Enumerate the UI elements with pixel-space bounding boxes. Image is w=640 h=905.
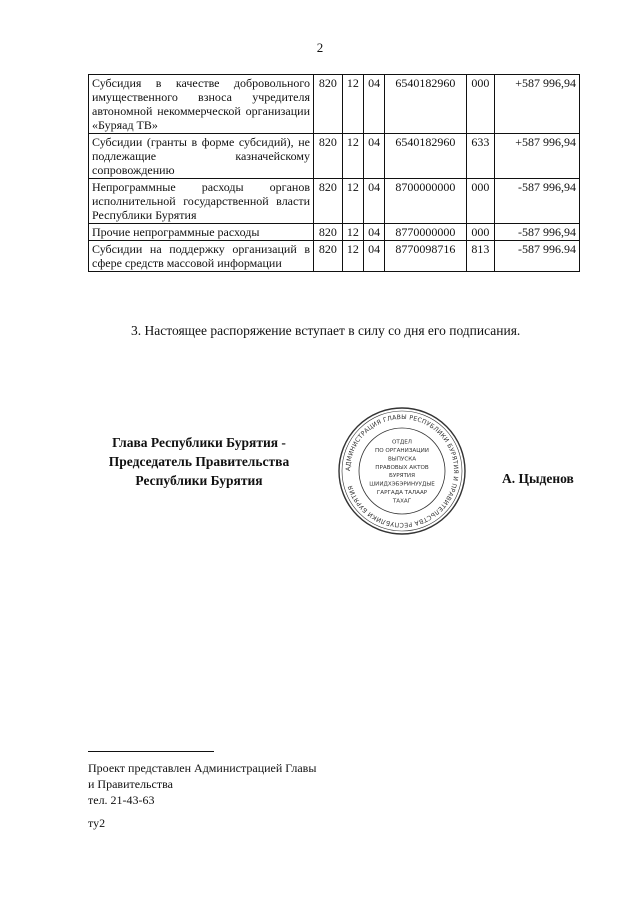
table-row [89, 179, 580, 224]
section-code-cell: 12 [342, 179, 363, 224]
official-seal [336, 405, 468, 537]
amount-cell: +587 996,94 [495, 134, 580, 179]
table-row [89, 134, 580, 179]
seal-center-line: ГАРГАДА ТАЛААР [376, 490, 428, 496]
row-name-cell: Прочие непрограммные расходы [89, 224, 314, 241]
expense-type-cell: 813 [466, 241, 495, 272]
row-name-cell: Субсидии на поддержку организаций в сфере средств массовой информации [89, 241, 314, 272]
amount-cell: +587 996,94 [495, 75, 580, 134]
amount-cell: -587 996,94 [495, 179, 580, 224]
ministry-code-cell: 820 [314, 179, 343, 224]
section-code-cell: 12 [342, 224, 363, 241]
seal-center-text [369, 440, 435, 505]
page-number: 2 [316, 40, 324, 55]
section-code-cell: 12 [342, 241, 363, 272]
subsection-code-cell: 04 [364, 179, 385, 224]
signer-title-line: Председатель Правительства [108, 454, 290, 469]
row-name-cell: Непрограммные расходы органов исполнительной государственной власти Республики Бурятия [89, 179, 314, 224]
table-row [89, 224, 580, 241]
ministry-code-cell: 820 [314, 241, 343, 272]
seal-center-line: БУРЯТИЯ [389, 473, 415, 480]
svg-text:АДМИНИСТРАЦИЯ ГЛАВЫ РЕСПУБЛИКИ [345, 414, 459, 528]
table-row [89, 241, 580, 272]
budget-table-body [89, 75, 580, 272]
section-code-cell: 12 [342, 134, 363, 179]
ministry-code-cell: 820 [314, 224, 343, 241]
footnote-divider [88, 751, 214, 752]
signer-title-line: Республики Бурятия [135, 473, 263, 488]
ministry-code-cell: 820 [314, 134, 343, 179]
footnote-line: и Правительства [88, 777, 173, 791]
signer-title [88, 433, 310, 490]
subsection-code-cell: 04 [364, 224, 385, 241]
subsection-code-cell: 04 [364, 75, 385, 134]
target-code-cell: 8770000000 [385, 224, 466, 241]
seal-center-line: ШИИДХЭБЭРИНУУДЫЕ [369, 481, 435, 488]
expense-type-cell: 000 [466, 179, 495, 224]
budget-table [88, 74, 580, 272]
expense-type-cell: 000 [466, 75, 495, 134]
expense-type-cell: 633 [466, 134, 495, 179]
seal-center-line: ПО ОРГАНИЗАЦИИ [375, 448, 429, 454]
signer-name: А. Цыденов [502, 471, 574, 486]
expense-type-cell: 000 [466, 224, 495, 241]
document-code: ту2 [88, 816, 106, 830]
footnote-phone: тел. 21-43-63 [88, 793, 155, 807]
ministry-code-cell: 820 [314, 75, 343, 134]
seal-outer-text: АДМИНИСТРАЦИЯ ГЛАВЫ РЕСПУБЛИКИ БУРЯТИЯ И ПРАВИТЕЛЬСТВА РЕСПУБЛИКИ БУРЯТИЯ [344, 413, 460, 529]
target-code-cell: 6540182960 [385, 134, 466, 179]
seal-center-line: ОТДЕЛ [392, 439, 412, 446]
row-name-cell: Субсидия в качестве добровольного имущественного взноса учредителя автономной некоммерческой организации «Буряад ТВ» [89, 75, 314, 134]
amount-cell: -587 996,94 [495, 224, 580, 241]
clause-3: 3. Настоящее распоряжение вступает в силу со дня его подписания. [131, 323, 521, 338]
seal-center-line: ВЫПУСКА [387, 456, 417, 463]
footnote [88, 760, 316, 808]
section-code-cell: 12 [342, 75, 363, 134]
table-row [89, 75, 580, 134]
row-name-cell: Субсидии (гранты в форме субсидий), не подлежащие казначейскому сопровождению [89, 134, 314, 179]
seal-center-line: ТАХАГ [392, 498, 412, 505]
seal-center-line: ПРАВОВЫХ АКТОВ [375, 464, 429, 471]
target-code-cell: 6540182960 [385, 75, 466, 134]
amount-cell: -587 996.94 [495, 241, 580, 272]
subsection-code-cell: 04 [364, 134, 385, 179]
target-code-cell: 8770098716 [385, 241, 466, 272]
footnote-line: Проект представлен Администрацией Главы [88, 761, 317, 775]
signer-title-line: Глава Республики Бурятия - [112, 435, 286, 450]
subsection-code-cell: 04 [364, 241, 385, 272]
target-code-cell: 8700000000 [385, 179, 466, 224]
